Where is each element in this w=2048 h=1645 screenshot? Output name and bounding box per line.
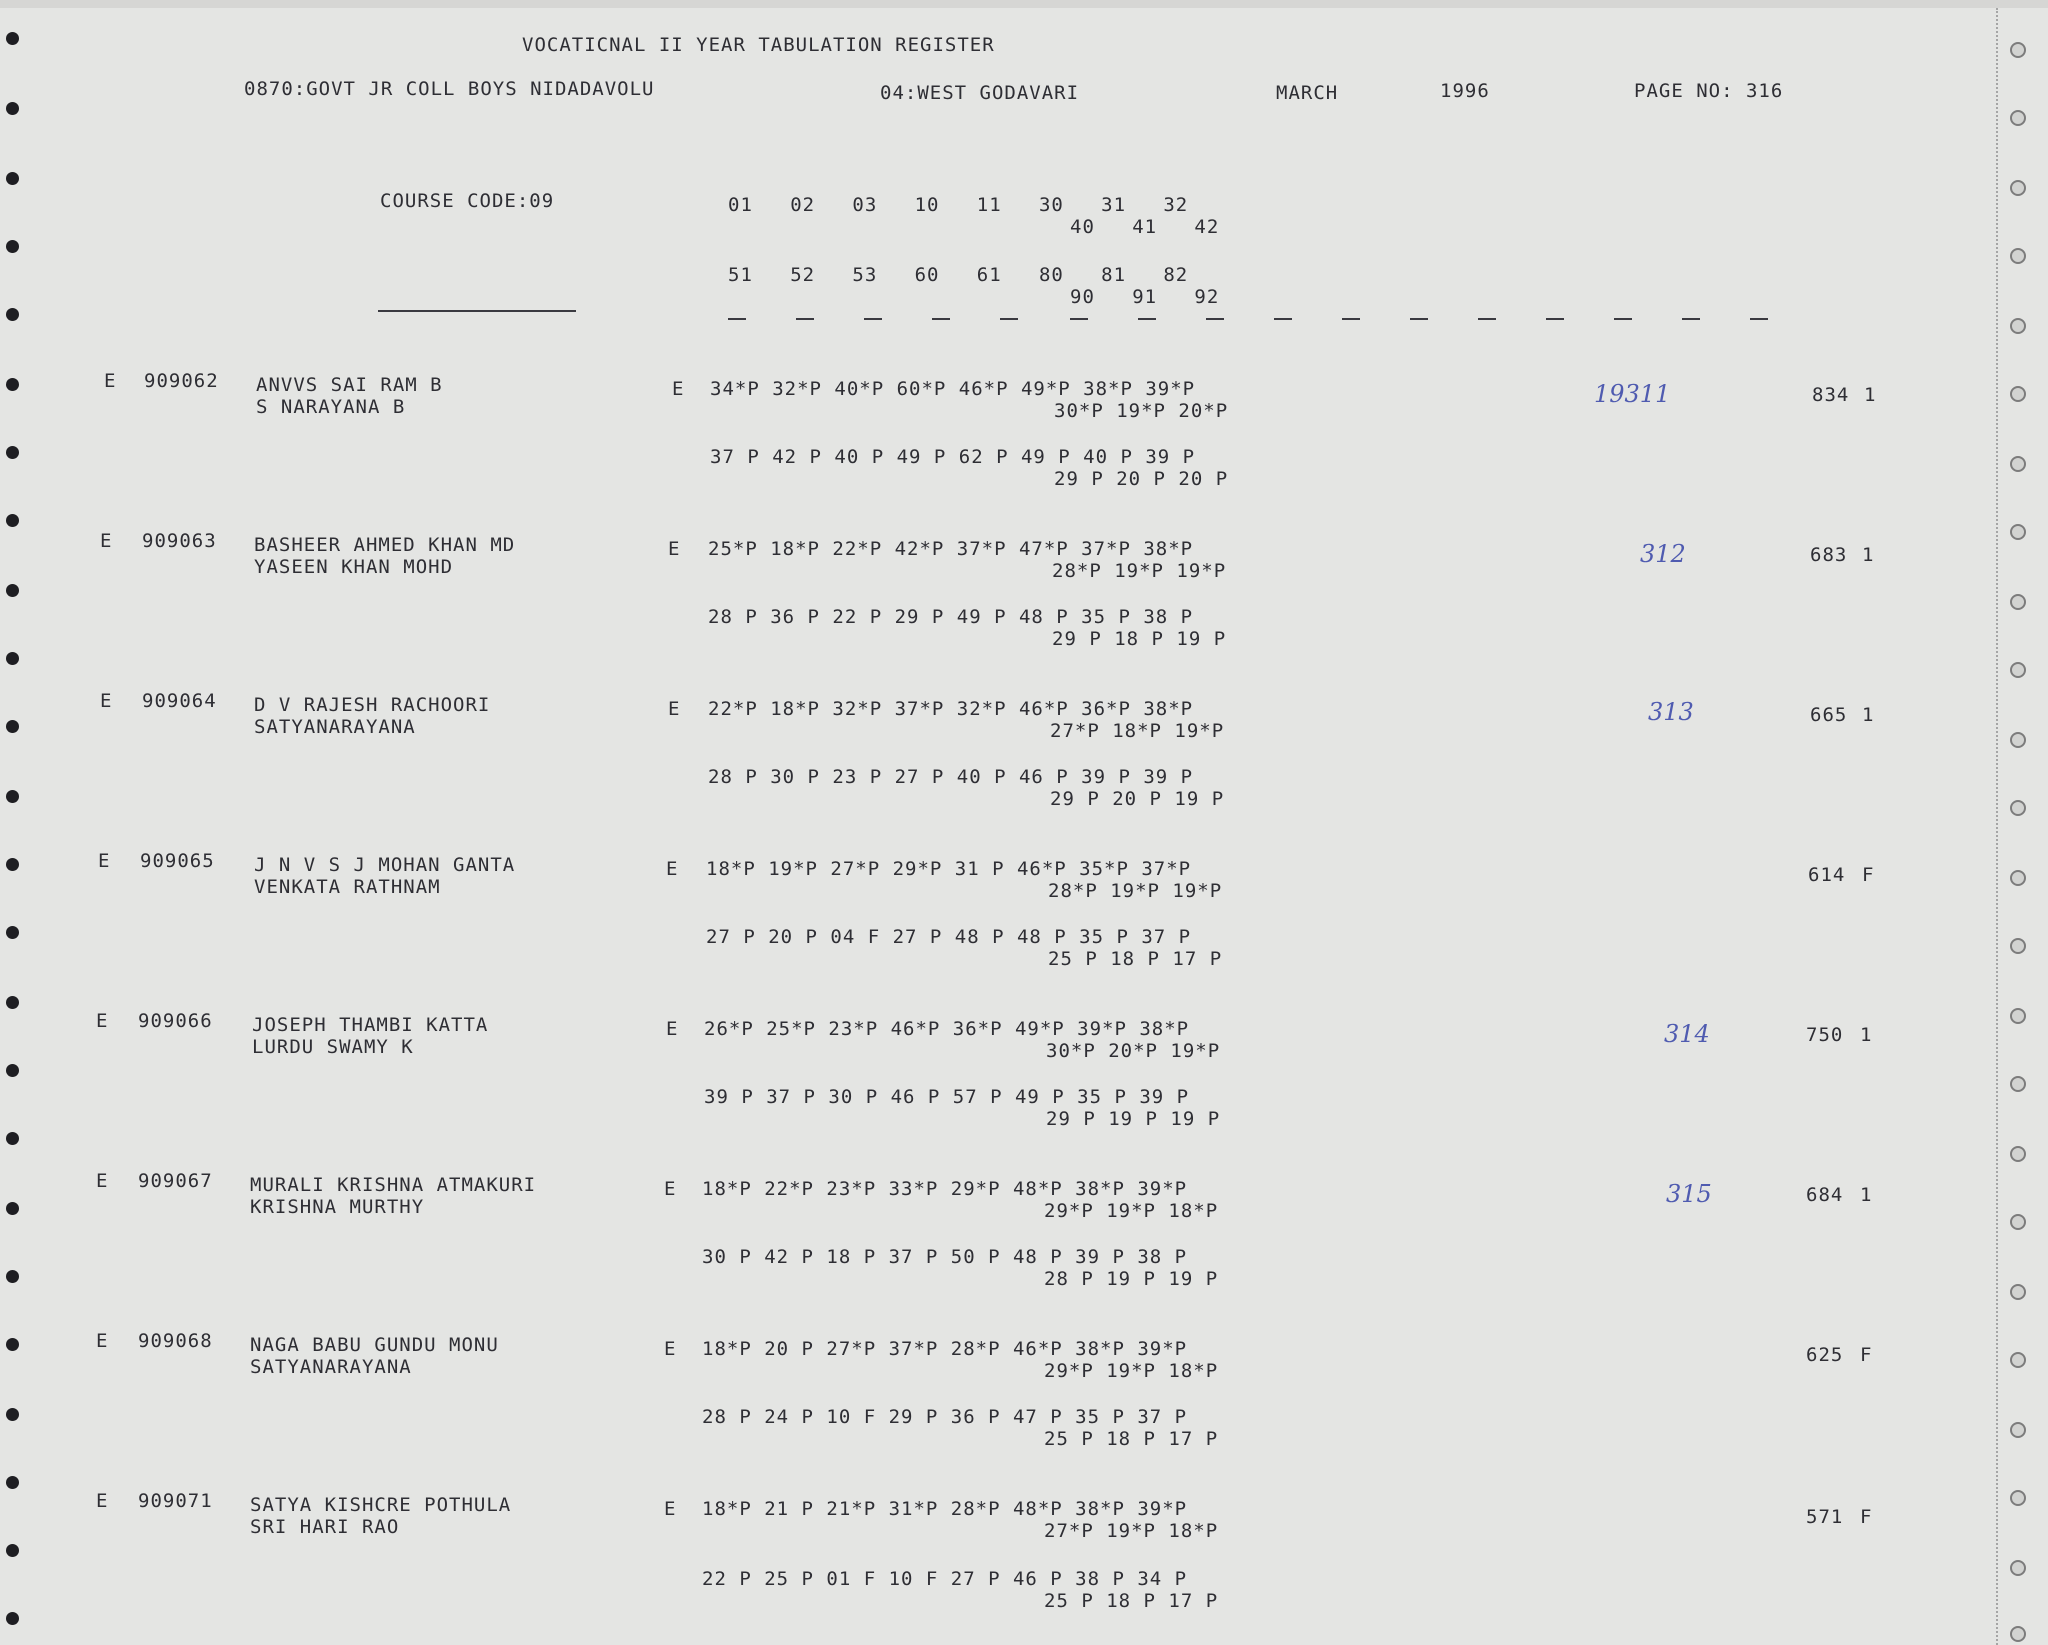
marks-row-a: 18*P 20 P 27*P 37*P 28*P 46*P 38*P 39*P bbox=[702, 1338, 1188, 1360]
result-code: 1 bbox=[1864, 384, 1877, 406]
marks-row-b-extra: 29 P 20 P 20 P bbox=[1054, 468, 1229, 490]
record-type: E bbox=[96, 1170, 109, 1192]
marks-row-b: 28 P 36 P 22 P 29 P 49 P 48 P 35 P 38 P bbox=[708, 606, 1194, 628]
marks-row-a: 18*P 21 P 21*P 31*P 28*P 48*P 38*P 39*P bbox=[702, 1498, 1188, 1520]
handwritten-serial: 19311 bbox=[1594, 380, 1671, 408]
result-code: F bbox=[1862, 864, 1875, 886]
marks-row-a-extra: 27*P 19*P 18*P bbox=[1044, 1520, 1219, 1542]
result-code: F bbox=[1860, 1506, 1873, 1528]
perforation-line bbox=[1996, 8, 1998, 1645]
marks-row-b-extra: 28 P 19 P 19 P bbox=[1044, 1268, 1219, 1290]
student-name: SATYA KISHCRE POTHULA bbox=[250, 1494, 512, 1516]
marks-row-b-extra: 25 P 18 P 17 P bbox=[1044, 1428, 1219, 1450]
exam-flag: E bbox=[668, 698, 681, 720]
marks-row-b: 39 P 37 P 30 P 46 P 57 P 49 P 35 P 39 P bbox=[704, 1086, 1190, 1108]
total-marks: 683 bbox=[1810, 544, 1848, 566]
marks-row-a-extra: 28*P 19*P 19*P bbox=[1048, 880, 1223, 902]
parent-name: LURDU SWAMY K bbox=[252, 1036, 414, 1058]
handwritten-serial: 315 bbox=[1666, 1180, 1712, 1208]
total-marks: 614 bbox=[1808, 864, 1846, 886]
total-marks: 684 bbox=[1806, 1184, 1844, 1206]
subject-codes-row1: 01 02 03 10 11 30 31 32 bbox=[728, 194, 1189, 216]
parent-name: SRI HARI RAO bbox=[250, 1516, 400, 1538]
marks-row-a-extra: 29*P 19*P 18*P bbox=[1044, 1200, 1219, 1222]
handwritten-serial: 313 bbox=[1648, 698, 1694, 726]
hall-ticket-number: 909065 bbox=[140, 850, 215, 872]
hall-ticket-number: 909062 bbox=[144, 370, 219, 392]
parent-name: VENKATA RATHNAM bbox=[254, 876, 441, 898]
record-type: E bbox=[96, 1010, 109, 1032]
student-name: D V RAJESH RACHOORI bbox=[254, 694, 491, 716]
marks-row-a: 22*P 18*P 32*P 37*P 32*P 46*P 36*P 38*P bbox=[708, 698, 1194, 720]
handwritten-serial: 312 bbox=[1640, 540, 1686, 568]
record-type: E bbox=[100, 530, 113, 552]
marks-row-b: 28 P 24 P 10 F 29 P 36 P 47 P 35 P 37 P bbox=[702, 1406, 1188, 1428]
total-marks: 750 bbox=[1806, 1024, 1844, 1046]
exam-flag: E bbox=[672, 378, 685, 400]
college-name: 0870:GOVT JR COLL BOYS NIDADAVOLU bbox=[244, 78, 655, 100]
register-title: VOCATICNAL II YEAR TABULATION REGISTER bbox=[522, 34, 995, 56]
subject-codes-row2b: 90 91 92 bbox=[1070, 286, 1220, 308]
hall-ticket-number: 909068 bbox=[138, 1330, 213, 1352]
marks-row-b-extra: 25 P 18 P 17 P bbox=[1044, 1590, 1219, 1612]
exam-month: MARCH bbox=[1276, 82, 1339, 104]
total-marks: 665 bbox=[1810, 704, 1848, 726]
marks-row-b-extra: 29 P 20 P 19 P bbox=[1050, 788, 1225, 810]
exam-flag: E bbox=[664, 1498, 677, 1520]
tabulation-register-sheet bbox=[0, 8, 2048, 1645]
student-name: BASHEER AHMED KHAN MD bbox=[254, 534, 516, 556]
page-number: PAGE NO: 316 bbox=[1634, 80, 1784, 102]
marks-row-a-extra: 27*P 18*P 19*P bbox=[1050, 720, 1225, 742]
hall-ticket-number: 909064 bbox=[142, 690, 217, 712]
district-name: 04:WEST GODAVARI bbox=[880, 82, 1080, 104]
marks-row-a-extra: 30*P 19*P 20*P bbox=[1054, 400, 1229, 422]
exam-year: 1996 bbox=[1440, 80, 1490, 102]
marks-row-a: 34*P 32*P 40*P 60*P 46*P 49*P 38*P 39*P bbox=[710, 378, 1196, 400]
student-name: JOSEPH THAMBI KATTA bbox=[252, 1014, 489, 1036]
subject-codes-row1b: 40 41 42 bbox=[1070, 216, 1220, 238]
parent-name: YASEEN KHAN MOHD bbox=[254, 556, 454, 578]
result-code: F bbox=[1860, 1344, 1873, 1366]
record-type: E bbox=[96, 1330, 109, 1352]
marks-row-a-extra: 30*P 20*P 19*P bbox=[1046, 1040, 1221, 1062]
student-name: ANVVS SAI RAM B bbox=[256, 374, 443, 396]
result-code: 1 bbox=[1860, 1184, 1873, 1206]
student-name: NAGA BABU GUNDU MONU bbox=[250, 1334, 499, 1356]
result-code: 1 bbox=[1862, 704, 1875, 726]
record-type: E bbox=[98, 850, 111, 872]
hall-ticket-number: 909067 bbox=[138, 1170, 213, 1192]
hall-ticket-number: 909066 bbox=[138, 1010, 213, 1032]
parent-name: KRISHNA MURTHY bbox=[250, 1196, 425, 1218]
student-name: MURALI KRISHNA ATMAKURI bbox=[250, 1174, 537, 1196]
marks-row-b: 30 P 42 P 18 P 37 P 50 P 48 P 39 P 38 P bbox=[702, 1246, 1188, 1268]
parent-name: S NARAYANA B bbox=[256, 396, 406, 418]
header-rule bbox=[378, 310, 576, 312]
marks-row-b-extra: 29 P 18 P 19 P bbox=[1052, 628, 1227, 650]
result-code: 1 bbox=[1860, 1024, 1873, 1046]
exam-flag: E bbox=[664, 1338, 677, 1360]
exam-flag: E bbox=[666, 858, 679, 880]
total-marks: 834 bbox=[1812, 384, 1850, 406]
total-marks: 625 bbox=[1806, 1344, 1844, 1366]
marks-row-a: 18*P 22*P 23*P 33*P 29*P 48*P 38*P 39*P bbox=[702, 1178, 1188, 1200]
record-type: E bbox=[104, 370, 117, 392]
hall-ticket-number: 909063 bbox=[142, 530, 217, 552]
marks-row-a: 26*P 25*P 23*P 46*P 36*P 49*P 39*P 38*P bbox=[704, 1018, 1190, 1040]
marks-row-b: 37 P 42 P 40 P 49 P 62 P 49 P 40 P 39 P bbox=[710, 446, 1196, 468]
course-code-label: COURSE CODE:09 bbox=[380, 190, 555, 212]
marks-row-a: 18*P 19*P 27*P 29*P 31 P 46*P 35*P 37*P bbox=[706, 858, 1192, 880]
marks-row-a: 25*P 18*P 22*P 42*P 37*P 47*P 37*P 38*P bbox=[708, 538, 1194, 560]
result-code: 1 bbox=[1862, 544, 1875, 566]
marks-row-b: 22 P 25 P 01 F 10 F 27 P 46 P 38 P 34 P bbox=[702, 1568, 1188, 1590]
marks-row-a-extra: 29*P 19*P 18*P bbox=[1044, 1360, 1219, 1382]
handwritten-serial: 314 bbox=[1664, 1020, 1710, 1048]
exam-flag: E bbox=[668, 538, 681, 560]
parent-name: SATYANARAYANA bbox=[250, 1356, 412, 1378]
record-type: E bbox=[96, 1490, 109, 1512]
marks-row-b: 28 P 30 P 23 P 27 P 40 P 46 P 39 P 39 P bbox=[708, 766, 1194, 788]
subject-codes-row2: 51 52 53 60 61 80 81 82 bbox=[728, 264, 1189, 286]
record-type: E bbox=[100, 690, 113, 712]
hall-ticket-number: 909071 bbox=[138, 1490, 213, 1512]
marks-row-b-extra: 25 P 18 P 17 P bbox=[1048, 948, 1223, 970]
total-marks: 571 bbox=[1806, 1506, 1844, 1528]
exam-flag: E bbox=[666, 1018, 679, 1040]
marks-row-a-extra: 28*P 19*P 19*P bbox=[1052, 560, 1227, 582]
parent-name: SATYANARAYANA bbox=[254, 716, 416, 738]
marks-row-b-extra: 29 P 19 P 19 P bbox=[1046, 1108, 1221, 1130]
exam-flag: E bbox=[664, 1178, 677, 1200]
student-name: J N V S J MOHAN GANTA bbox=[254, 854, 516, 876]
marks-row-b: 27 P 20 P 04 F 27 P 48 P 48 P 35 P 37 P bbox=[706, 926, 1192, 948]
